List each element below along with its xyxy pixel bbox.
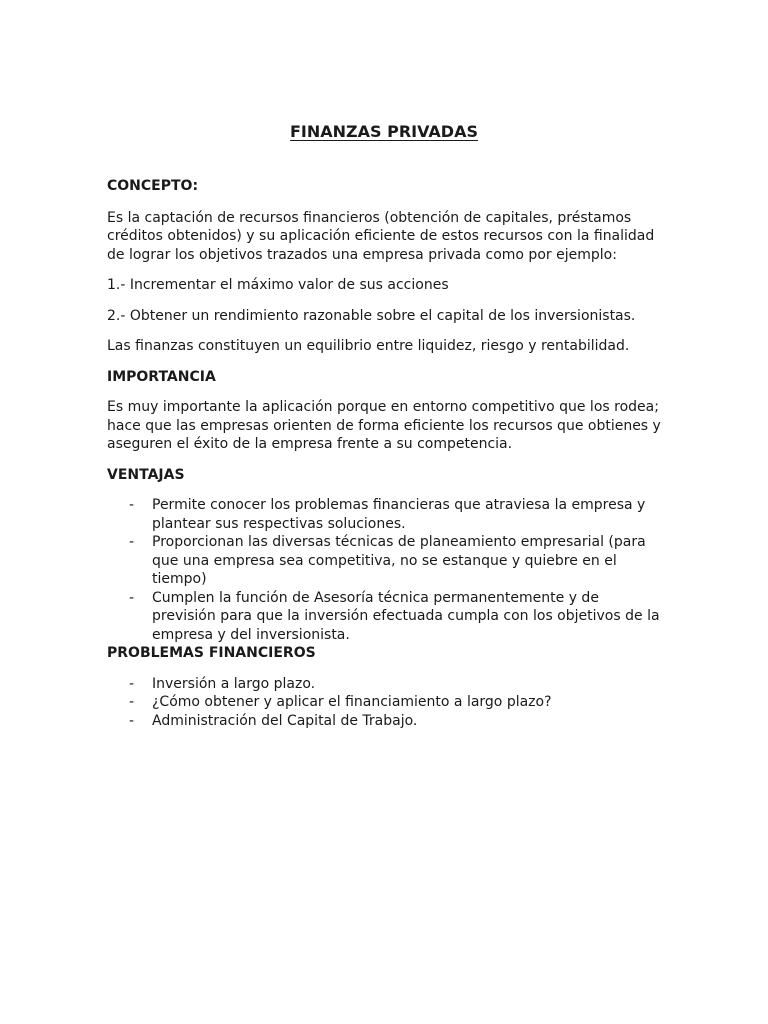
dash-bullet: - (129, 497, 135, 513)
list-item-text: Administración del Capital de Trabajo. (152, 712, 418, 729)
list-item-text: Permite conocer los problemas financieras que atraviesa la empresa y plantear sus respectivas soluciones. (152, 497, 646, 532)
section-problemas (107, 644, 667, 730)
page-title (0, 121, 768, 143)
list-item (107, 675, 667, 694)
importancia-paragraph: Es muy importante la aplicación porque en entorno competitivo que los rodea; hace que las empresas orienten de forma eficiente los recursos que obtienes y aseguren el éxito de la empresa frente a su competencia. (107, 399, 661, 452)
concepto-closing: Las finanzas constituyen un equilibrio entre liquidez, riesgo y rentabilidad. (107, 338, 630, 354)
list-item-text: Cumplen la función de Asesoría técnica permanentemente y de previsión para que la inversión efectuada cumpla con los objetivos de la empresa y del inversionista. (152, 589, 660, 643)
ventajas-list (107, 496, 667, 644)
concepto-paragraph: Es la captación de recursos financieros (obtención de capitales, préstamos créditos obtenidos) y su aplicación eficiente de estos recursos con la finalidad de lograr los objetivos trazados una empresa privada como por ejemplo: (107, 209, 655, 263)
dash-bullet: - (129, 712, 135, 729)
concepto-item-2: 2.- Obtener un rendimiento razonable sobre el capital de los inversionistas. (107, 307, 636, 324)
ventajas-heading: VENTAJAS (107, 466, 185, 483)
problemas-heading: PROBLEMAS FINANCIEROS (107, 645, 316, 661)
importancia-heading: IMPORTANCIA (107, 368, 216, 385)
dash-bullet: - (129, 694, 135, 710)
concepto-item-1: 1.- Incrementar el máximo valor de sus acciones (107, 277, 449, 293)
list-item (107, 712, 667, 731)
section-concepto (107, 177, 667, 356)
dash-bullet: - (129, 675, 135, 692)
list-item-text: Proporcionan las diversas técnicas de planeamiento empresarial (para que una empresa sea competitiva, no se estanque y quiebre en el tiempo) (152, 534, 646, 587)
dash-bullet: - (129, 589, 135, 606)
section-ventajas (107, 466, 667, 645)
document-body (107, 177, 667, 730)
section-importancia (107, 368, 667, 454)
list-item-text: Inversión a largo plazo. (152, 675, 316, 692)
list-item (107, 589, 667, 645)
page-title-text: FINANZAS PRIVADAS (290, 122, 478, 141)
list-item (107, 533, 667, 589)
list-item (107, 693, 667, 712)
list-item (107, 496, 667, 533)
problemas-list (107, 675, 667, 731)
concepto-heading: CONCEPTO: (107, 178, 199, 194)
dash-bullet: - (129, 534, 135, 550)
list-item-text: ¿Cómo obtener y aplicar el financiamiento a largo plazo? (152, 694, 552, 710)
